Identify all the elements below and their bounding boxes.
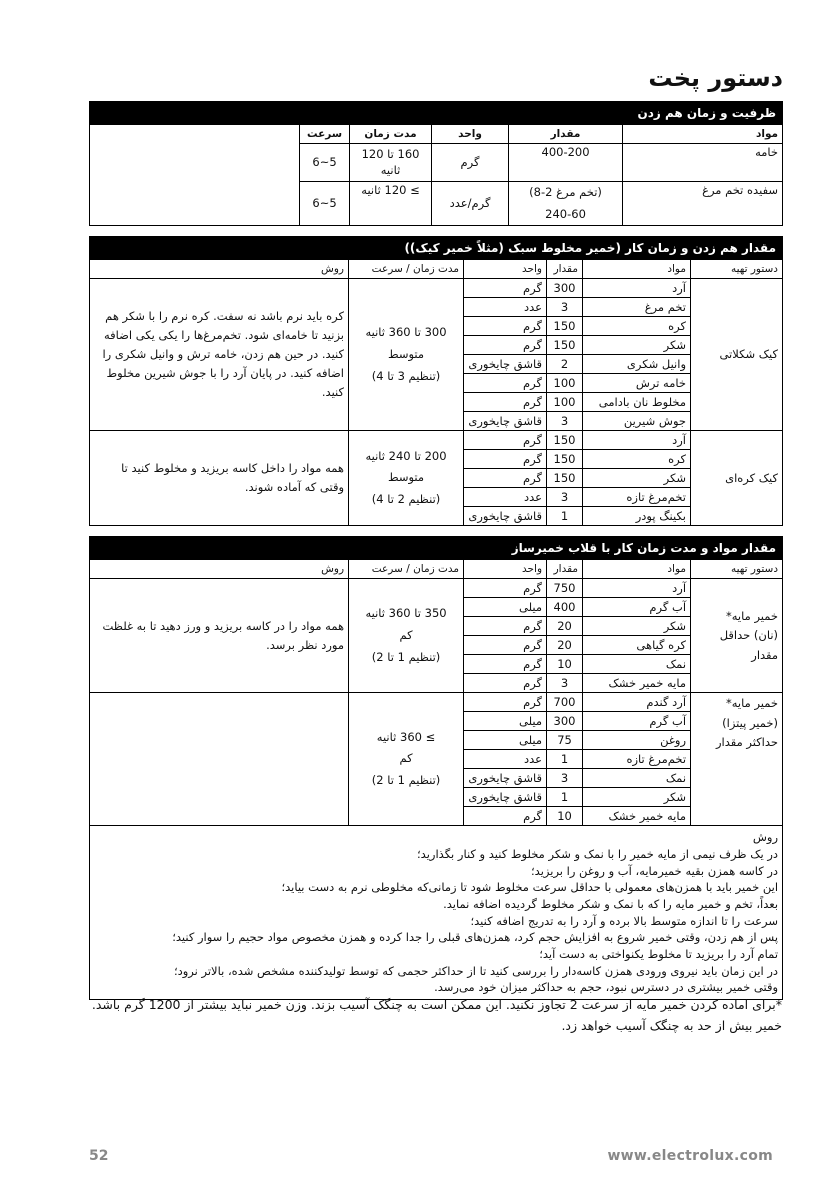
cell-amount: 3 bbox=[547, 298, 583, 317]
cell-unit: گرم bbox=[464, 374, 547, 393]
cell-amount: 150 bbox=[547, 469, 583, 488]
col-header-speed: سرعت bbox=[300, 125, 350, 144]
col-header-ingredients: مواد bbox=[583, 560, 691, 579]
cell-ingredient: کره bbox=[583, 450, 691, 469]
cell-amount: 750 bbox=[547, 579, 583, 598]
website-url: www.electrolux.com bbox=[607, 1148, 773, 1164]
cell-method bbox=[90, 693, 349, 826]
time-speed-line: کم bbox=[399, 627, 413, 642]
cell-ingredient: آرد bbox=[583, 431, 691, 450]
cell-amount: 150 bbox=[547, 336, 583, 355]
cell-amount: 3 bbox=[547, 769, 583, 788]
cell-ingredient: آرد گندم bbox=[583, 693, 691, 712]
cell-ingredient: شکر bbox=[583, 617, 691, 636]
cake-mixing-table bbox=[89, 236, 783, 526]
cell-unit: گرم bbox=[464, 336, 547, 355]
table-row bbox=[90, 693, 783, 712]
cell-ingredient: بکینگ پودر bbox=[583, 507, 691, 526]
cell-unit: قاشق چایخوری bbox=[464, 412, 547, 431]
cell-amount: 150 bbox=[547, 450, 583, 469]
cell-amount: 100 bbox=[547, 393, 583, 412]
cell-unit: گرم bbox=[432, 144, 509, 182]
time-speed-line: 200 تا 240 ثانیه bbox=[365, 448, 447, 463]
cell-ingredient: خامه bbox=[623, 144, 783, 182]
cell-amount: 20 bbox=[547, 617, 583, 636]
table-row bbox=[90, 279, 783, 298]
cell-amount: 150 bbox=[547, 317, 583, 336]
cell-unit: میلی bbox=[464, 598, 547, 617]
cell-amount: 3 bbox=[547, 674, 583, 693]
cell-amount: 1 bbox=[547, 788, 583, 807]
method-step: این خمیر باید با همزن‌های معمولی با حداقل سرعت مخلوط شود تا زمانی‌که مخلوطی نرم به دست بیاید؛ bbox=[281, 880, 779, 895]
cell-time: ≥ 120 ثانیه bbox=[350, 182, 432, 226]
cell-ingredient: مایه خمیر خشک bbox=[583, 674, 691, 693]
footnote-line: *برای اماده کردن خمیر مایه از سرعت 2 تجاوز نکنید. این ممکن است به چنگک آسیب بزند. وزن خمیر نباید بیشتر از 1200 گرم باشد. bbox=[91, 997, 782, 1012]
cell-unit: گرم bbox=[464, 393, 547, 412]
footnote-line: خمیر بیش از حد به چنگک آسیب خواهد زد. bbox=[561, 1018, 782, 1034]
cell-unit: گرم bbox=[464, 431, 547, 450]
cell-method: همه مواد را در کاسه بریزید و ورز دهید تا به غلظت مورد نظر برسد. bbox=[90, 579, 349, 693]
cell-time-speed bbox=[349, 279, 464, 431]
cell-unit: گرم bbox=[464, 617, 547, 636]
cell-ingredient: سفیده تخم مرغ bbox=[623, 182, 783, 226]
col-header-amount: مقدار bbox=[547, 260, 583, 279]
cell-ingredient: شکر bbox=[583, 336, 691, 355]
cell-ingredient: نمک bbox=[583, 655, 691, 674]
cell-unit: گرم bbox=[464, 674, 547, 693]
cell-time-speed bbox=[349, 431, 464, 526]
dough-hook-table bbox=[89, 536, 783, 1000]
cell-ingredient: نمک bbox=[583, 769, 691, 788]
recipe-name: (نان) حداقل bbox=[719, 628, 779, 643]
col-header-time-speed: مدت زمان / سرعت bbox=[349, 560, 464, 579]
cell-recipe bbox=[691, 579, 783, 693]
cell-ingredient: کره bbox=[583, 317, 691, 336]
cell-unit: گرم bbox=[464, 655, 547, 674]
cell-unit: میلی bbox=[464, 731, 547, 750]
method-title: روش bbox=[752, 830, 779, 845]
cell-unit: گرم bbox=[464, 579, 547, 598]
cell-ingredient: جوش شیرین bbox=[583, 412, 691, 431]
method-step: بعداً، تخم و خمیر مایه را که با نمک و شکر مخلوط گردیده اضافه نماید. bbox=[443, 897, 779, 912]
cell-amount: 700 bbox=[547, 693, 583, 712]
recipe-name: مقدار bbox=[751, 647, 779, 662]
cell-amount: 1 bbox=[547, 507, 583, 526]
cell-ingredient: مایه خمیر خشک bbox=[583, 807, 691, 826]
cell-time: 160 تا 120 ثانیه bbox=[350, 144, 432, 182]
method-step: سرعت را تا اندازه متوسط بالا برده و آرد را به تدریج اضافه کنید؛ bbox=[470, 913, 779, 928]
cell-unit: قاشق چایخوری bbox=[464, 769, 547, 788]
time-speed-line: (تنظیم 1 تا 2) bbox=[371, 773, 441, 788]
cell-ingredient: کره گیاهی bbox=[583, 636, 691, 655]
cell-ingredient: روغن bbox=[583, 731, 691, 750]
cell-time-speed bbox=[349, 579, 464, 693]
method-step: در یک ظرف نیمی از مایه خمیر را با نمک و شکر مخلوط کنید و کنار بگذارید؛ bbox=[417, 847, 779, 862]
col-header-ingredients: مواد bbox=[583, 260, 691, 279]
page-title: دستور پخت bbox=[648, 64, 783, 92]
cell-unit: گرم bbox=[464, 807, 547, 826]
method-step: در کاسه همزن بقیه خمیرمایه، آب و روغن را بریزید؛ bbox=[531, 863, 779, 878]
col-header-time: مدت زمان bbox=[350, 125, 432, 144]
cell-unit: قاشق چایخوری bbox=[464, 788, 547, 807]
table-row bbox=[90, 431, 783, 450]
col-header-unit: واحد bbox=[464, 260, 547, 279]
cell-ingredient: شکر bbox=[583, 469, 691, 488]
cell-unit: گرم bbox=[464, 636, 547, 655]
col-header-time-speed: مدت زمان / سرعت bbox=[349, 260, 464, 279]
col-header-recipe: دستور تهیه bbox=[691, 260, 783, 279]
cell-amount: 400 bbox=[547, 598, 583, 617]
time-speed-line: 350 تا 360 ثانیه bbox=[365, 606, 447, 621]
cell-recipe: کیک کره‌ای bbox=[691, 431, 783, 526]
cell-ingredient: آرد bbox=[583, 579, 691, 598]
cell-amount: 400-200 bbox=[509, 144, 623, 182]
col-header-amount: مقدار bbox=[509, 125, 623, 144]
cell-unit: گرم bbox=[464, 693, 547, 712]
page-number: 52 bbox=[89, 1148, 109, 1164]
cell-unit: گرم/عدد bbox=[432, 182, 509, 226]
cell-speed: 5~6 bbox=[300, 182, 350, 226]
cell-method: کره باید نرم باشد نه سفت. کره نرم را با شکر هم بزنید تا خامه‌ای شود. تخم‌مرغ‌ها را یکی یکی اضافه کنید. در حین هم زدن، خامه ترش و وانیل شکری را اضافه کنید. در پایان آرد را با جوش شیرین مخلوط کنید. bbox=[90, 279, 349, 431]
cell-amount: 3 bbox=[547, 412, 583, 431]
cell-amount: (تخم مرغ 2-8) bbox=[529, 185, 602, 200]
cell-unit: گرم bbox=[464, 317, 547, 336]
cell-unit: عدد bbox=[464, 488, 547, 507]
cell-ingredient: آب گرم bbox=[583, 598, 691, 617]
time-speed-line: 300 تا 360 ثانیه bbox=[365, 325, 447, 340]
cell-amount: 75 bbox=[547, 731, 583, 750]
recipe-name: خمیر مایه* bbox=[726, 696, 779, 711]
method-step: در این زمان باید نیروی ورودی همزن کاسه‌دار را بررسی کنید تا از حداکثر حجمی که توسط تولیدکننده مشخص شده، بالاتر نرود؛ bbox=[173, 963, 779, 978]
capacity-table bbox=[89, 101, 783, 226]
cell-unit: قاشق چایخوری bbox=[464, 507, 547, 526]
cell-ingredient: آرد bbox=[583, 279, 691, 298]
cell-amount: 300 bbox=[547, 279, 583, 298]
cell-amount: 20 bbox=[547, 636, 583, 655]
col-header-ingredients: مواد bbox=[623, 125, 783, 144]
cell-ingredient: تخم مرغ bbox=[583, 298, 691, 317]
col-header-unit: واحد bbox=[464, 560, 547, 579]
cell-amount: 100 bbox=[547, 374, 583, 393]
cell-speed: 5~6 bbox=[300, 144, 350, 182]
col-header-method: روش bbox=[90, 560, 349, 579]
cell-unit: گرم bbox=[464, 279, 547, 298]
time-speed-line: ≥ 360 ثانیه bbox=[376, 729, 436, 744]
col-header-unit: واحد bbox=[432, 125, 509, 144]
method-step: وقتی خمیر بیشتری در دسترس نبود، حجم به حداکثر میزان خود می‌رسد. bbox=[434, 980, 779, 995]
cell-amount: 300 bbox=[547, 712, 583, 731]
time-speed-line: (تنظیم 1 تا 2) bbox=[371, 649, 441, 664]
cell-amount: 2 bbox=[547, 355, 583, 374]
time-speed-line: متوسط bbox=[387, 346, 425, 361]
col-header-method: روش bbox=[90, 260, 349, 279]
recipe-name: خمیر مایه* bbox=[726, 608, 779, 623]
table-title: ظرفیت و زمان هم زدن bbox=[90, 102, 783, 125]
cell-ingredient: تخم‌مرغ تازه bbox=[583, 488, 691, 507]
cell-ingredient: تخم‌مرغ تازه bbox=[583, 750, 691, 769]
table-title: مقدار هم زدن و زمان کار (خمیر مخلوط سبک (مثلاً خمیر کیک)) bbox=[90, 237, 783, 260]
cell-unit: میلی bbox=[464, 712, 547, 731]
cell-recipe: کیک شکلاتی bbox=[691, 279, 783, 431]
cell-ingredient: مخلوط نان بادامی bbox=[583, 393, 691, 412]
cell-amount: 1 bbox=[547, 750, 583, 769]
method-step: پس از هم زدن، وقتی خمیر شروع به افزایش حجم کرد، همزن‌های قبلی را جدا کرده و همزن مخصوص مواد حجیم را سوار کنید؛ bbox=[172, 930, 779, 945]
table-title: مقدار مواد و مدت زمان کار با قلاب خمیرساز bbox=[90, 537, 783, 560]
cell-amount: 3 bbox=[547, 488, 583, 507]
cell-ingredient: شکر bbox=[583, 788, 691, 807]
cell-amount: 150 bbox=[547, 431, 583, 450]
time-speed-line: (تنظیم 2 تا 4) bbox=[371, 492, 441, 507]
table-row bbox=[90, 579, 783, 598]
col-header-recipe: دستور تهیه bbox=[691, 560, 783, 579]
cell-recipe bbox=[691, 693, 783, 826]
cell-time-speed bbox=[349, 693, 464, 826]
cell-ingredient: آب گرم bbox=[583, 712, 691, 731]
cell-unit: گرم bbox=[464, 450, 547, 469]
cell-amount-range: 240-60 bbox=[545, 206, 586, 221]
empty-cell bbox=[90, 125, 300, 226]
recipe-name: حداکثر مقدار bbox=[715, 735, 779, 750]
cell-unit: گرم bbox=[464, 469, 547, 488]
col-header-amount: مقدار bbox=[547, 560, 583, 579]
time-speed-line: کم bbox=[399, 751, 413, 766]
cell-unit: عدد bbox=[464, 298, 547, 317]
cell-unit: قاشق چایخوری bbox=[464, 355, 547, 374]
method-step: تمام آرد را بریزید تا مخلوط یکنواختی به دست آید؛ bbox=[539, 947, 779, 962]
time-speed-line: (تنظیم 3 تا 4) bbox=[371, 368, 441, 383]
time-speed-line: متوسط bbox=[387, 470, 425, 485]
recipe-name: (خمیر پیتزا) bbox=[722, 715, 779, 730]
cell-unit: عدد bbox=[464, 750, 547, 769]
footnote bbox=[89, 994, 782, 1037]
cell-ingredient: وانیل شکری bbox=[583, 355, 691, 374]
method-steps bbox=[90, 826, 783, 1000]
cell-amount: 10 bbox=[547, 655, 583, 674]
cell-amount: 10 bbox=[547, 807, 583, 826]
cell-ingredient: خامه ترش bbox=[583, 374, 691, 393]
cell-method: همه مواد را داخل کاسه بریزید و مخلوط کنید تا وقتی که آماده شوند. bbox=[90, 431, 349, 526]
